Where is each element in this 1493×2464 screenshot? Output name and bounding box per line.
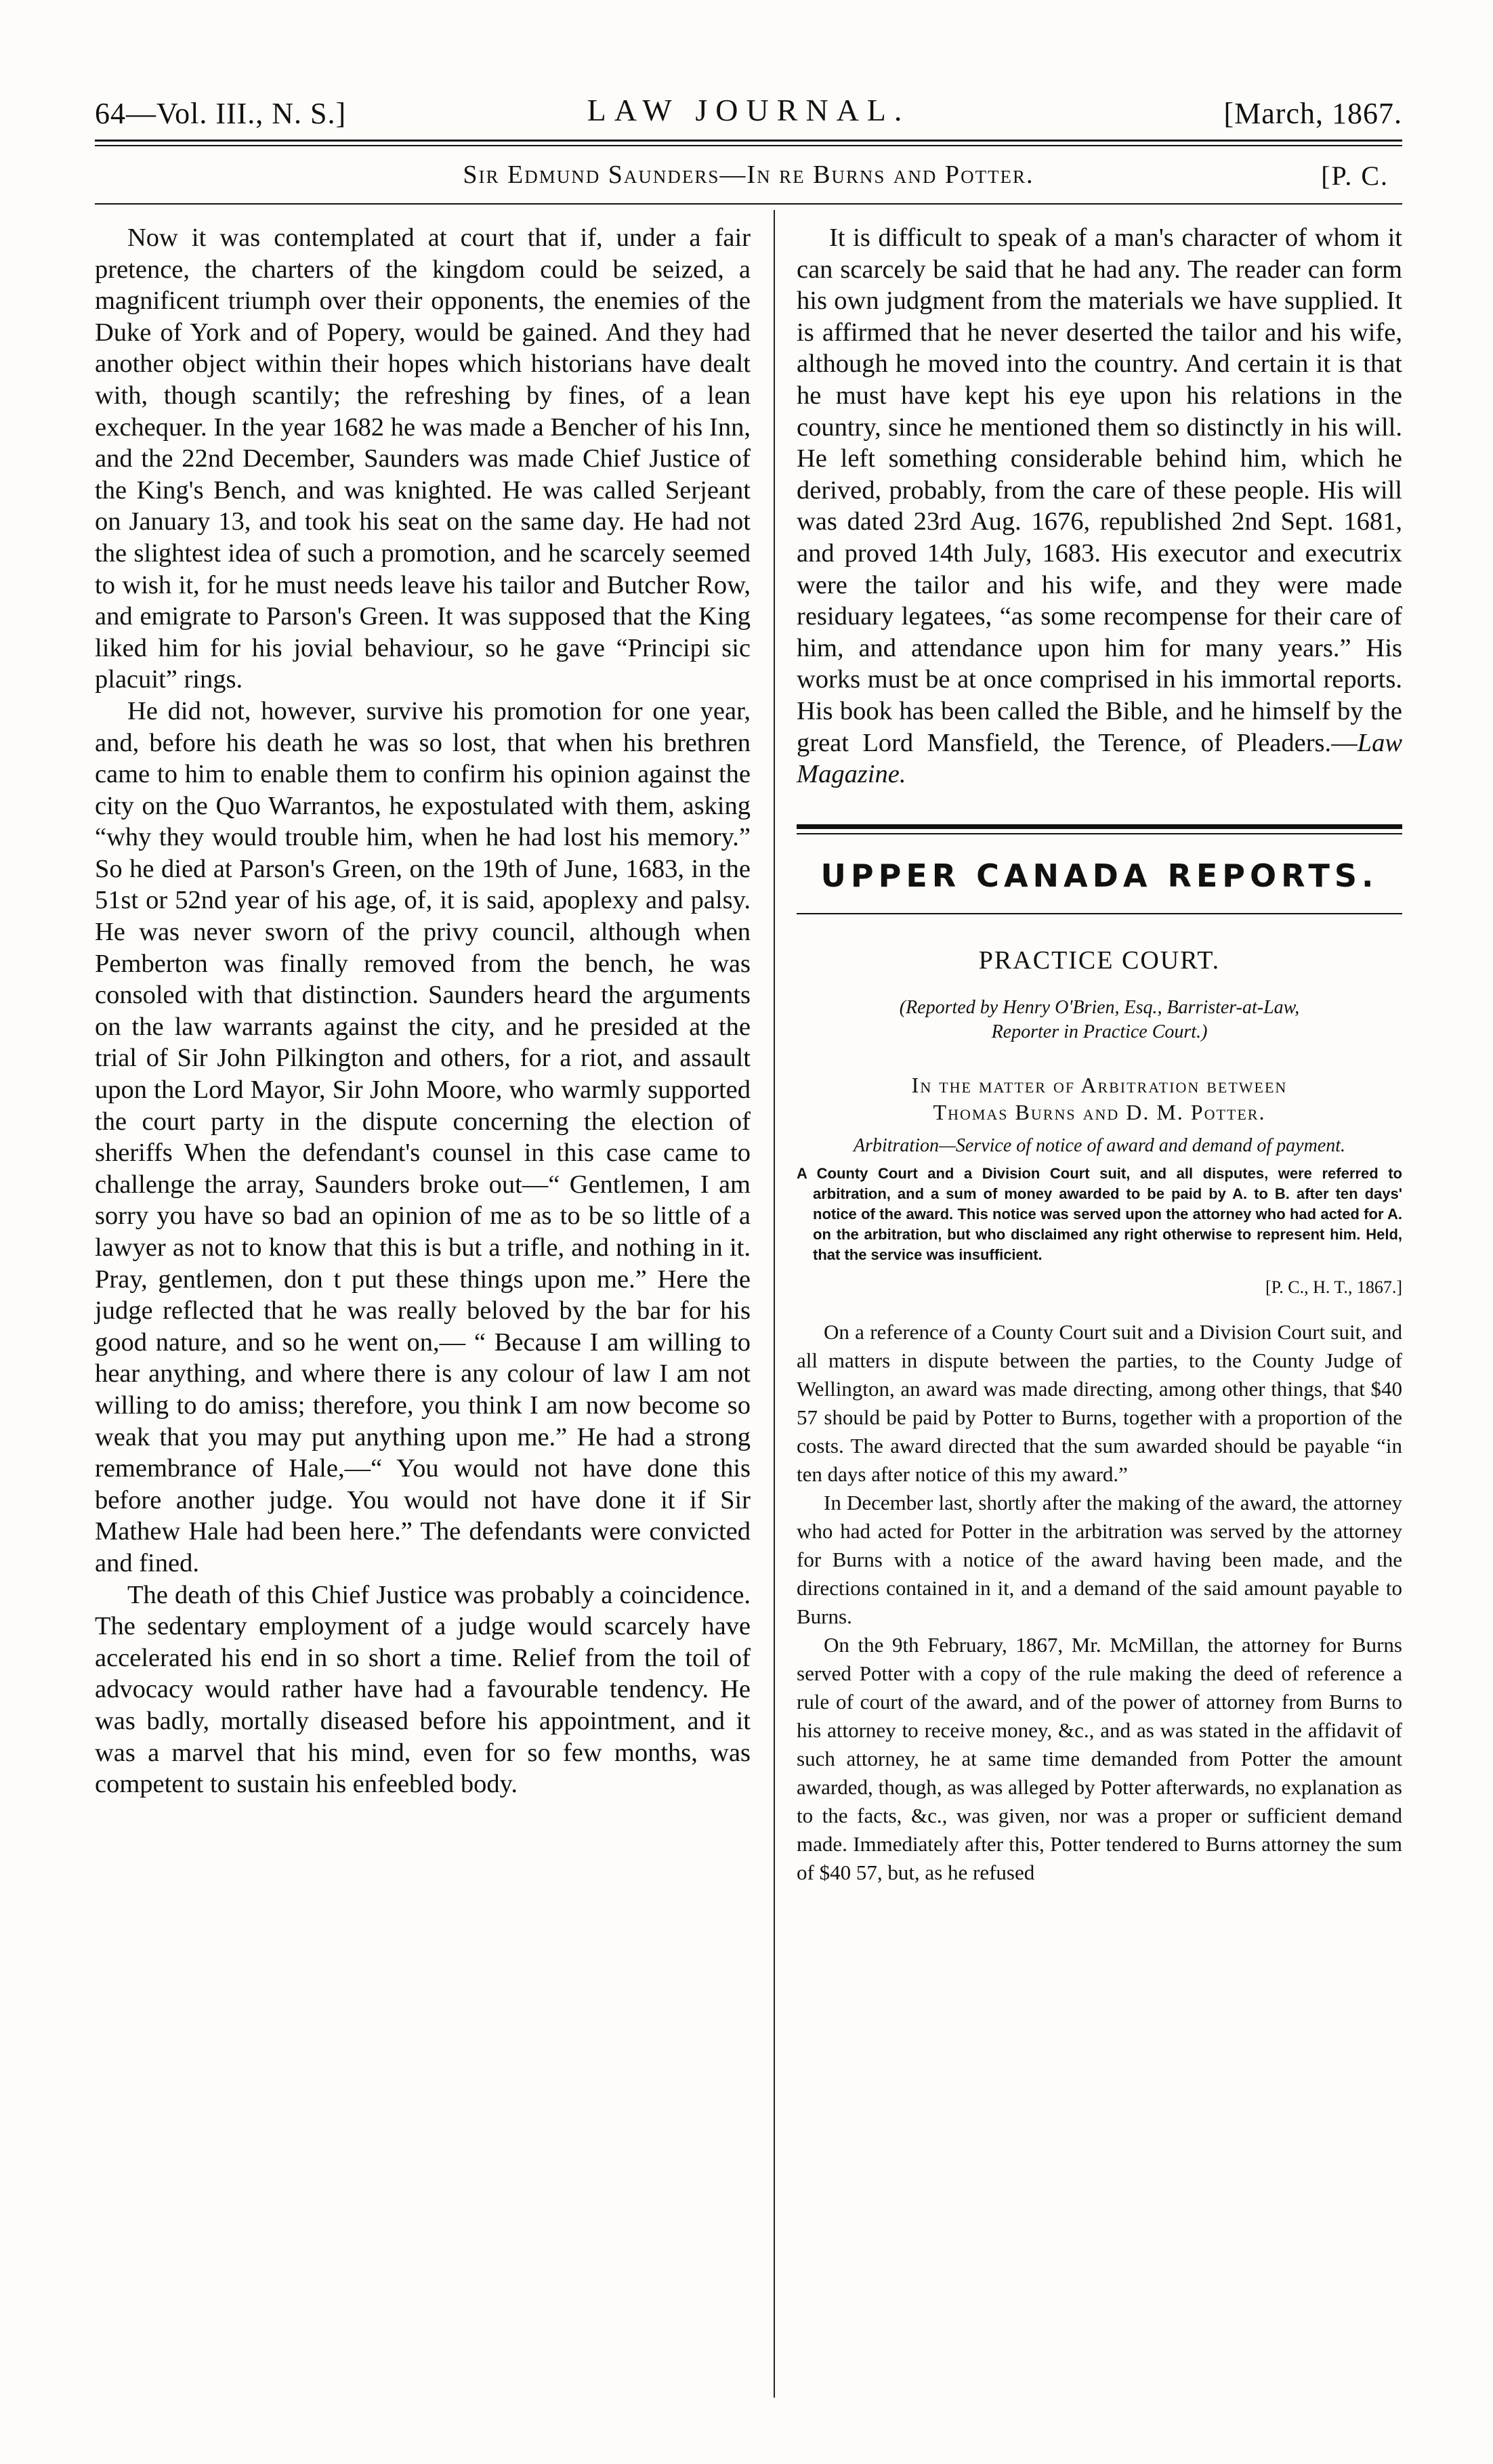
header-rule-bottom [95, 145, 1402, 146]
report-paragraph: In December last, shortly after the making of the award, the attorney who had acted for Potter in the arbitration was served by the attorney for Burns with a notice of the award having been made, and the directions contained in it, and a demand of the said amount payable to Burns. [797, 1490, 1402, 1628]
report-paragraph: On a reference of a County Court suit and a Division Court suit, and all matters in dispute between the parties, to the County Judge of Wellington, an award was made directing, among other things, that $40 57 should be paid by Potter to Burns, together with a proportion of the costs. The award directed that the sum awarded should be payable “in ten days after notice of this my award.” [797, 1319, 1402, 1486]
issue-date: [March, 1867. [1223, 97, 1402, 130]
case-caption-line: In the matter of Arbitration between [911, 1072, 1288, 1097]
right-column [797, 222, 1402, 1887]
reporter-line: Reporter in Practice Court.) [991, 1021, 1208, 1042]
column-divider [774, 210, 775, 2398]
article-paragraph: He did not, however, survive his promotion for one year, and, before his death he was so lost, that when his brethren came to him to enable them to confirm his opinion against the city on the Quo Warrantos, he expostulated with them, asking “why they would trouble him, when he had lost his memory.” So he died at Parson's Green, on the 19th of June, 1683, in the 51st or 52nd year of his age, of, it is said, apoplexy and palsy. He was never sworn of the privy council, although when Pemberton was finally removed from the bench, he was consoled with that distinction. Saunders heard the arguments on the law warrants against the city, and he presided at the trial of Sir John Pilkington and others, for a riot, and assault upon the Lord Mayor, Sir John Moore, who warmly supported the court party in the dispute concerning the election of sheriffs When the defendant's counsel in this case came to challenge the array, Saunders broke out—“ Gentlemen, I am sorry you have so bad an opinion of me as to be so little of a lawyer as not to know that this is but a trifle, and nothing in it. Pray, gentlemen, don t put these things upon me.” Here the judge reflected that he was really beloved by the bar for his good nature, and so he went on,— “ Because I am willing to hear anything, and where there is any colour of law I am not willing to do amiss; therefore, you think I am now become so weak that you may put anything upon me.” He had a strong remembrance of Hale,—“ You would not have done this before another judge. You would not have done it if Sir Mathew Hale had been here.” The defendants were convicted and fined. [95, 696, 751, 1577]
volume-label: 64—Vol. III., N. S.] [95, 97, 347, 130]
reporter-line: (Reported by Henry O'Brien, Esq., Barrister-at-Law, [899, 996, 1300, 1018]
report-paragraph: On the 9th February, 1867, Mr. McMillan, the attorney for Burns served Potter with a copy of the rule making the deed of reference a rule of court of the award, and of the power of attorney from Burns to his attorney to receive money, &c., and as was stated in the affidavit of such attorney, he at same time demanded from Potter the amount awarded, though, as was alleged by Potter afterwards, no explanation as to the facts, &c., was given, nor was a proper or sufficient demand made. Immediately after this, Potter tendered to Burns attorney the sum of $40 57, but, as he refused [797, 1632, 1402, 1884]
journal-page [95, 75, 1402, 2425]
section-rule-thick [797, 824, 1402, 829]
headnote: A County Court and a Division Court suit, and all disputes, were referred to arbitration, and a sum of money awarded to be paid by A. to B. after ten days' notice of the award. This notice was served upon the attorney who had acted for A. on the arbitration, but who disclaimed any right otherwise to represent him. Held, that the service was insufficient. [797, 1164, 1402, 1263]
case-citation: [P. C., H. T., 1867.] [1265, 1277, 1402, 1297]
court-heading: PRACTICE COURT. [978, 946, 1221, 975]
source-credit: Law Magazine. [797, 728, 1402, 789]
case-header-rule [95, 203, 1402, 205]
case-caption-line: Thomas Burns and D. M. Potter. [933, 1099, 1266, 1124]
article-paragraph-text: It is difficult to speak of a man's character of whom it can scarcely be said that he had any. The reader can form his own judgment from the materials we have supplied. It is affirmed that he never deserted the tailor and his wife, although he moved into the country. And certain it is that he must have kept his eye upon his relations in the country, since he mentioned them so distinctly in his will. He left something considerable behind him, which he derived, probably, from the care of these people. His will was dated 23rd Aug. 1676, republished 2nd Sept. 1681, and proved 14th July, 1683. His executor and executrix were the tailor and his wife, and they were made residuary legatees, “as some recompense for their care of him, and attendance upon him for many years.” His works must be at once comprised in his immortal reports. His book has been called the Bible, and he himself by the great Lord Mansfield, the Terence, of Pleaders.— [797, 224, 1402, 757]
reports-heading-rule [797, 913, 1402, 914]
section-rule-thin [797, 833, 1402, 834]
journal-title: LAW JOURNAL. [587, 93, 910, 127]
header-rule-top [95, 140, 1402, 142]
case-header [95, 154, 1402, 195]
section-label: [P. C. [1321, 161, 1389, 191]
left-column [95, 222, 751, 1800]
running-head [95, 88, 1402, 135]
article-paragraph [797, 222, 1402, 790]
reporter-credit [797, 996, 1402, 1044]
case-caption [797, 1071, 1402, 1126]
case-title: Sir Edmund Saunders—In re Burns and Potter. [463, 161, 1034, 189]
article-paragraph: Now it was contemplated at court that if, under a fair pretence, the charters of the kingdom could be seized, a magnificent triumph over their opponents, the enemies of the Duke of York and of Popery, would be gained. And they had another object within their hopes which historians have dealt with, though scantily; the refreshing by fines, of a lean exchequer. In the year 1682 he was made a Bencher of his Inn, and the 22nd December, Saunders was made Chief Justice of the King's Bench, and was knighted. He was called Serjeant on January 13, and took his seat on the same day. He had not the slightest idea of such a promotion, and he scarcely seemed to wish it, for he must needs leave his tailor and Butcher Row, and emigrate to Parson's Green. It was supposed that the King liked him for his jovial behaviour, so he gave “Principi sic placuit” rings. [95, 224, 751, 694]
headnote-title: Arbitration—Service of notice of award and demand of payment. [853, 1134, 1346, 1156]
reports-heading: UPPER CANADA REPORTS. [820, 857, 1379, 894]
article-paragraph: The death of this Chief Justice was probably a coincidence. The sedentary employment of a judge would scarcely have accelerated his end in so short a time. Relief from the toil of advocacy would rather have had a favourable tendency. He was badly, mortally diseased before his appointment, and it was a marvel that his mind, even for so few months, was competent to sustain his enfeebled body. [95, 1580, 751, 1799]
